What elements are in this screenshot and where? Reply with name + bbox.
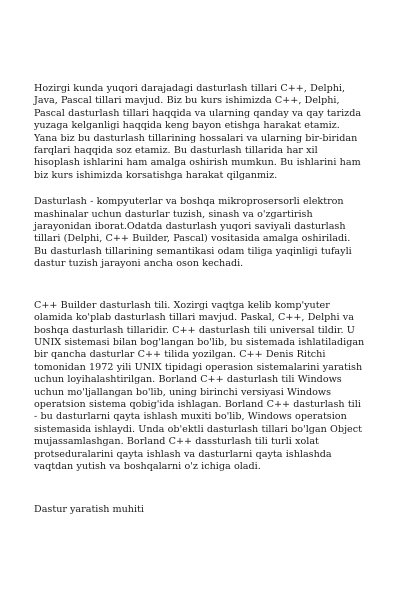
- document-page: [34, 83, 366, 517]
- paragraph-intro: Hozirgi kunda yuqori darajadagi dasturlash tillari C++, Delphi, Java, Pascal tillari mavjud. Biz bu kurs ishimizda C++, Delphi, Pascal dasturlash tillari haqqida va ularning qanday va qay tarizda yuzaga kelganligi haqqida keng bayon etishga harakat etamiz. Yana biz bu dasturlash tillarining hossalari va ularning bir-biridan farqlari haqqida soz etamiz. Bu dasturlash tillarida har xil hisoplash ishlarini ham amalga oshirish mumkun. Bu ishlarini ham biz kurs ishimizda korsatishga harakat qilganmiz.: [34, 83, 362, 181]
- paragraph-definition: Dasturlash - kompyuterlar va boshqa mikroprosersorli elektron mashinalar uchun dasturlar tuzish, sinash va o'zgartirish jarayonidan iborat.Odatda dasturlash yuqori saviyali dasturlash tillari (Delphi, C++ Builder, Pascal) vositasida amalga oshiriladi. Bu dasturlash tillarining semantikasi odam tiliga yaqinligi tufayli dastur tuzish jarayoni ancha oson kechadi.: [34, 196, 352, 270]
- paragraph-cpp-builder: C++ Builder dasturlash tili. Xozirgi vaqtga kelib komp'yuter olamida ko'plab dasturlash tillari mavjud. Paskal, C++, Delphi va boshqa dasturlash tillaridir. C++ dasturlash tili universal tildir. U UNIX sistemasi bilan bog'langan bo'lib, bu sistemada ishlatiladigan bir qancha dasturlar C++ tilida yozilgan. C++ Denis Ritchi tomonidan 1972 yili UNIX tipidagi operasion sistemalarini yaratish uchun loyihalashtirilgan. Borland C++ dasturlash tili Windows uchun mo'ljallangan bo'lib, uning birinchi versiyasi Windows operatsion sistema qobig'ida ishlagan. Borland C++ dasturlash tili - bu dasturlarni qayta ishlash muxiti bo'lib, Windows operatsion sistemasida ishlaydi. Unda ob'ektli dasturlash tillari bo'lgan Object mujassamlashgan. Borland C++ dassturlash tili turli xolat protseduralarini qayta ishlash va dasturlarni qayta ishlashda vaqtdan yutish va boshqalarni o'z ichiga oladi.: [34, 299, 365, 472]
- section-heading: Dastur yaratish muhiti: [34, 504, 144, 516]
